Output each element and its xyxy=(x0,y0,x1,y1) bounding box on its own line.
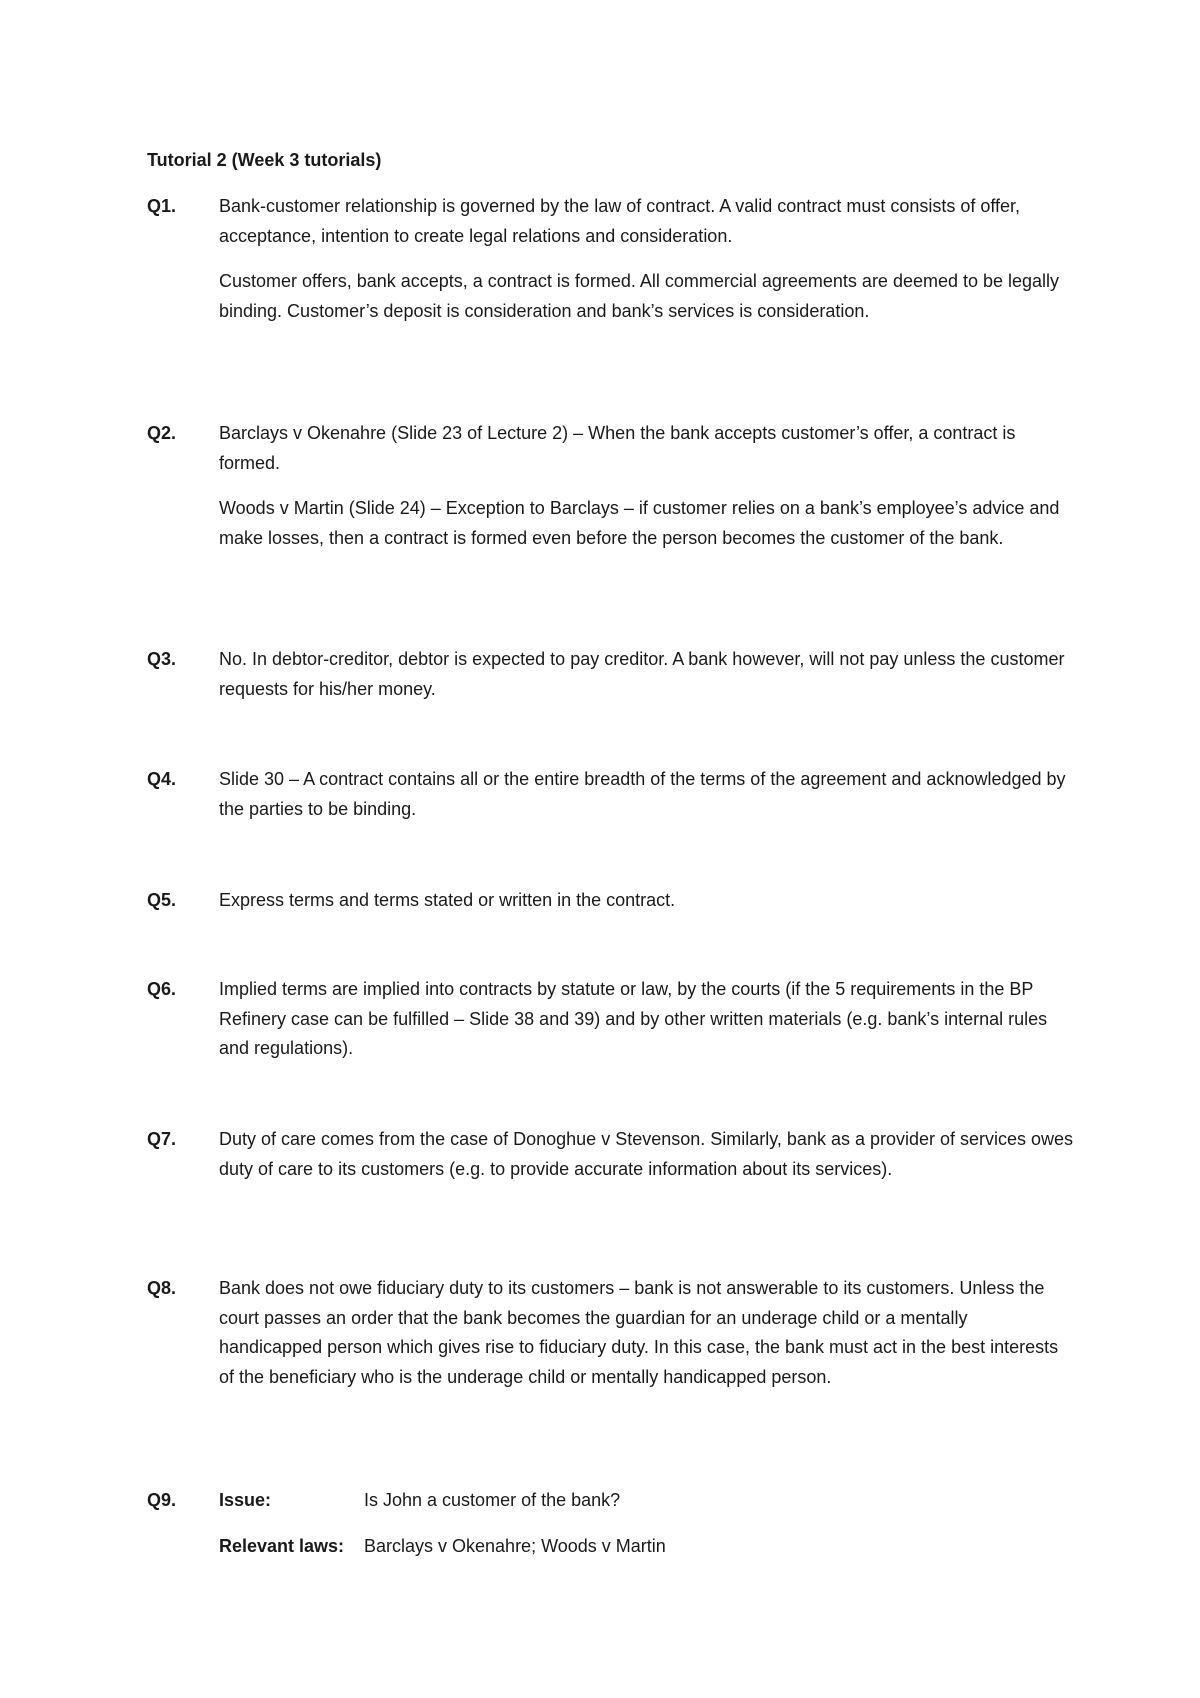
answer-paragraph: No. In debtor-creditor, debtor is expected to pay creditor. A bank however, will not pay unless the customer requests for his/her money. xyxy=(219,649,1065,699)
relevant-laws-value: Barclays v Okenahre; Woods v Martin xyxy=(364,1535,666,1556)
answer-body xyxy=(219,645,1074,704)
issue-row xyxy=(219,1486,1074,1516)
issue-value: Is John a customer of the bank? xyxy=(364,1490,621,1510)
question-label: Q1. xyxy=(147,196,177,216)
answer-body xyxy=(219,1486,1074,1577)
answer-paragraph: Woods v Martin (Slide 24) – Exception to Barclays – if customer relies on a bank’s employee’s advice and make losses, then a contract is formed even before the person becomes the customer of the bank. xyxy=(219,498,1060,548)
answer-paragraph: Bank does not owe fiduciary duty to its customers – bank is not answerable to its customers. Unless the court passes an order that the bank becomes the guardian for an underage child or a mentally handicapped person which gives rise to fiduciary duty. In this case, the bank must act in the best interests of the beneficiary who is the underage child or mentally handicapped person. xyxy=(219,1278,1059,1387)
answer-body xyxy=(219,1125,1074,1184)
answer-paragraph: Implied terms are implied into contracts by statute or law, by the courts (if the 5 requirements in the BP Refinery case can be fulfilled – Slide 38 and 39) and by other written materials (e.g. bank’s internal rules and regulations). xyxy=(219,979,1048,1058)
answer-body xyxy=(219,192,1074,326)
question-label: Q3. xyxy=(147,649,177,669)
question-label: Q8. xyxy=(147,1278,177,1298)
question-label: Q9. xyxy=(147,1490,177,1510)
question-label: Q2. xyxy=(147,423,177,443)
answer-paragraph: Slide 30 – A contract contains all or the entire breadth of the terms of the agreement and acknowledged by the parties to be binding. xyxy=(219,769,1066,819)
answer-body xyxy=(219,765,1074,824)
question-label: Q6. xyxy=(147,979,177,999)
relevant-laws-row xyxy=(219,1532,1074,1562)
question-label: Q7. xyxy=(147,1129,177,1149)
answer-paragraph: Customer offers, bank accepts, a contract is formed. All commercial agreements are deemed to be legally binding. Customer’s deposit is consideration and bank’s services is consideration. xyxy=(219,271,1060,321)
relevant-laws-label: Relevant laws: xyxy=(219,1535,345,1556)
answer-paragraph: Duty of care comes from the case of Donoghue v Stevenson. Similarly, bank as a provider of services owes duty of care to its customers (e.g. to provide accurate information about its services). xyxy=(219,1129,1074,1179)
page-title: Tutorial 2 (Week 3 tutorials) xyxy=(147,150,382,170)
question-label: Q4. xyxy=(147,769,177,789)
answer-paragraph: Express terms and terms stated or written in the contract. xyxy=(219,890,676,910)
answer-body xyxy=(219,419,1074,553)
answer-paragraph: Barclays v Okenahre (Slide 23 of Lecture 2) – When the bank accepts customer’s offer, a contract is formed. xyxy=(219,423,1016,473)
issue-label: Issue: xyxy=(219,1490,272,1510)
answer-body xyxy=(219,975,1074,1064)
answer-paragraph: Bank-customer relationship is governed by the law of contract. A valid contract must consists of offer, acceptance, intention to create legal relations and consideration. xyxy=(219,196,1021,246)
answer-body xyxy=(219,886,1074,916)
answer-body xyxy=(219,1274,1074,1392)
question-label: Q5. xyxy=(147,890,177,910)
